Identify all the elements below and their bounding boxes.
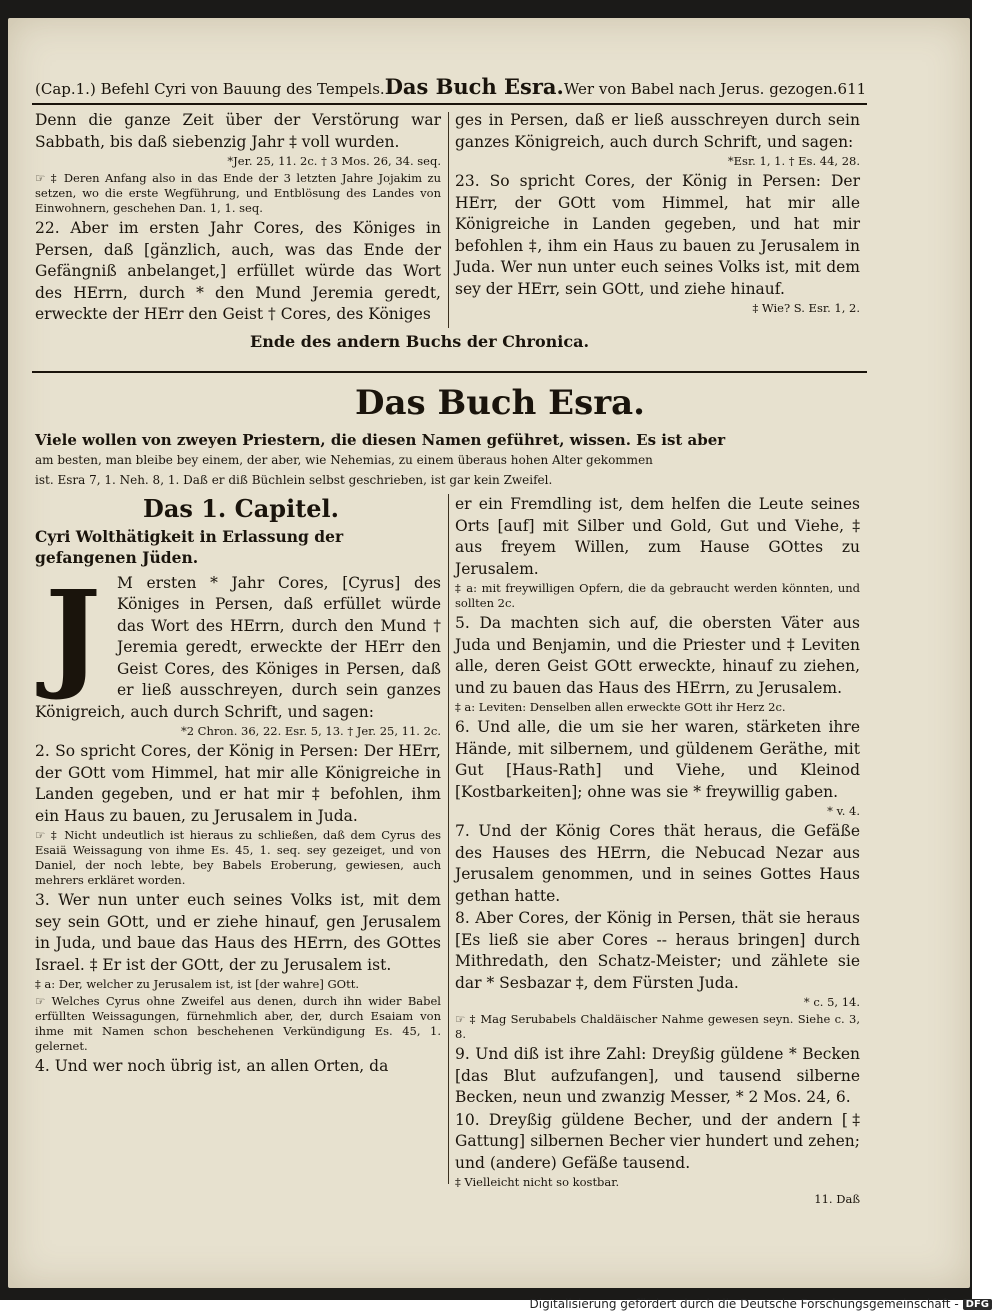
- verse-3: 3. Wer nun unter euch seines Volks ist, mit dem sey sein GOtt, und er ziehe hinauf, gen Jerusalem in Juda, und baue das Haus des HErrn, des GOttes Israel. ‡ Er ist der GOtt, der zu Jerusalem ist.: [35, 891, 441, 974]
- prev-verse-23-ref: ‡ Wie? S. Esr. 1, 2.: [752, 301, 860, 315]
- prev-verse-21-note: ☞ ‡ Deren Anfang also in das Ende der 3 letzten Jahre Jojakim zu setzen, wo die erste Wegführung, und Entblösung des Landes von Einwohnern, geschehen Dan. 1, 1. seq.: [35, 171, 441, 215]
- chapter-column-right: [455, 494, 860, 1209]
- verse-8-note: ☞ ‡ Mag Serubabels Chaldäischer Nahme gewesen seyn. Siehe c. 3, 8.: [455, 1012, 860, 1041]
- verse-3-note-a: ‡ a: Der, welcher zu Jerusalem ist, ist [der wahre] GOtt.: [35, 977, 359, 991]
- verse-4-cont: er ein Fremdling ist, dem helfen die Leute seines Orts [auf] mit Silber und Gold, Gut und Viehe, ‡ aus freyem Willen, zum Hause GOttes zu Jerusalem.: [455, 495, 860, 578]
- verse-5-note: ‡ a: Leviten: Denselben allen erweckte GOtt ihr Herz 2c.: [455, 700, 786, 714]
- verse-4: 4. Und wer noch übrig ist, an allen Orten, da: [35, 1057, 389, 1075]
- chapter-summary: Cyri Wolthätigkeit in Erlassung der gefangenen Jüden.: [35, 526, 344, 567]
- prev-verse-21: Denn die ganze Zeit über der Verstörung war Sabbath, bis daß siebenzig Jahr ‡ voll wurden.: [35, 111, 441, 151]
- verse-10-note: ‡ Vielleicht nicht so kostbar.: [455, 1175, 620, 1189]
- prev-verse-21-ref: *Jer. 25, 11. 2c. † 3 Mos. 26, 34. seq.: [227, 154, 441, 168]
- verse-3-note-b: ☞ Welches Cyrus ohne Zweifel aus denen, durch ihn wider Babel erfüllten Weissagungen, fürnehmlich aber, der, durch Esaiam von ihme mit Namen schon beschehenen Verkündigung Es. 45, 1. gelernet.: [35, 994, 441, 1053]
- end-of-chronicles: Ende des andern Buchs der Chronica.: [250, 332, 590, 351]
- header-title: Das Buch Esra.: [384, 74, 564, 99]
- intro-line-2: am besten, man bleibe bey einem, der aber, wie Nehemias, zu einem überaus hohen Alter gekommen: [35, 453, 653, 467]
- verse-2-note: ☞ ‡ Nicht undeutlich ist hieraus zu schließen, daß dem Cyrus des Esaiä Weissagung von ihme Es. 45, 1. seq. sey gezeiget, und von Daniel, der noch lebte, bey Babels Eroberung, gewiesen, auch mehrers erkläret worden.: [35, 828, 441, 887]
- chapter-title: Das 1. Capitel.: [143, 494, 340, 523]
- prev-verse-22: 22. Aber im ersten Jahr Cores, des Königes in Persen, daß [gänzlich, auch, was das Ende der Gefängniß anbelanget,] erfüllet würde das Wort des HErrn, durch * den Mund Jeremia geredt, erweckte der HErr den Geist † Cores, des Königes: [35, 219, 441, 323]
- verse-6-ref: * v. 4.: [827, 804, 860, 818]
- verse-5: 5. Da machten sich auf, die obersten Väter aus Juda und Benjamin, und die Priester und ‡ Leviten alle, deren Geist GOtt erweckte, hinauf zu ziehen, und zu bauen das Haus des HErrn, zu Jerusalem.: [455, 614, 860, 697]
- intro-line-1: Viele wollen von zweyen Priestern, die diesen Namen geführet, wissen. Es ist aber: [35, 431, 726, 449]
- drop-capital: J: [45, 563, 101, 703]
- verse-4-note: ‡ a: mit freywilligen Opfern, die da gebraucht werden könnten, und sollten 2c.: [455, 581, 860, 610]
- verse-7: 7. Und der König Cores thät heraus, die Gefäße des Hauses des HErrn, die Nebucad Nezar aus Jerusalem genommen, und in seines Gottes Haus gethan hatte.: [455, 822, 860, 905]
- prev-column-left: [35, 110, 441, 327]
- book-introduction: [35, 430, 865, 490]
- section-rule: [32, 371, 867, 373]
- verse-10: 10. Dreyßig güldene Becher, und der andern [‡ Gattung] silbernen Becher vier hundert und zehen; und (andere) Gefäße tausend.: [455, 1110, 860, 1172]
- verse-8: 8. Aber Cores, der König in Persen, thät sie heraus [Es ließ sie aber Cores -- heraus bringen] durch Mithredath, den Schatz-Meister; und zählete sie dar * Sesbazar ‡, dem Fürsten Juda.: [455, 909, 860, 992]
- verse-6: 6. Und alle, die um sie her waren, stärketen ihre Hände, mit silbernem, und güldenem Geräthe, mit Gut [Haus-Rath] und Viehe, und Kleinod [Kostbarkeiten]; ohne was sie * freywillig gaben.: [455, 718, 860, 801]
- header-rule: [32, 103, 867, 105]
- prev-verse-23: 23. So spricht Cores, der König in Persen: Der HErr, der GOtt vom Himmel, hat mir alle Königreiche in Landen gegeben, und hat mir befohlen ‡, ihm ein Haus zu bauen zu Jerusalem in Juda. Wer nun unter euch seines Volks ist, mit dem sey der HErr, sein GOtt, und ziehe hinauf.: [455, 172, 860, 298]
- running-header: [35, 74, 865, 99]
- footer-text: Digitalisierung gefördert durch die Deutsche Forschungsgemeinschaft -: [529, 1297, 959, 1311]
- verse-2: 2. So spricht Cores, der König in Persen: Der HErr, der GOtt vom Himmel, hat mir alle Königreiche in Landen gegeben, und er hat mir ‡ befohlen, ihm ein Haus zu bauen, zu Jerusalem in Juda.: [35, 742, 441, 825]
- book-title: Das Buch Esra.: [354, 383, 646, 423]
- header-left: (Cap.1.) Befehl Cyri von Bauung des Tempels.: [35, 80, 385, 98]
- column-divider-top: [448, 112, 449, 328]
- chapter-column-left: [35, 494, 441, 1079]
- prev-verse-22-ref: *Esr. 1, 1. † Es. 44, 28.: [727, 154, 860, 168]
- verse-8-ref: * c. 5, 14.: [803, 995, 860, 1009]
- verse-9: 9. Und diß ist ihre Zahl: Dreyßig güldene * Becken [das Blut aufzufangen], und tausend silberne Becken, neun und zwanzig Messer, * 2 Mos. 24, 6.: [455, 1045, 860, 1106]
- catchword: 11. Daß: [814, 1192, 860, 1206]
- digitization-footer: [530, 1297, 993, 1311]
- page-number: 611: [837, 80, 867, 98]
- prev-column-right: [455, 110, 860, 318]
- dfg-logo: DFG: [963, 1299, 992, 1310]
- prev-verse-22-cont: ges in Persen, daß er ließ ausschreyen durch sein ganzes Königreich, auch durch Schrift, und sagen:: [455, 111, 860, 151]
- verse-1: M ersten * Jahr Cores, [Cyrus] des Königes in Persen, daß erfüllet würde das Wort des HErrn, durch den Mund † Jeremia geredt, erweckte der HErr den Geist Cores, des Königes in Persen, daß er ließ ausschreyen, durch sein ganzes Königreich, auch durch Schrift, und sagen:: [35, 573, 441, 721]
- verse-1-ref: *2 Chron. 36, 22. Esr. 5, 13. † Jer. 25, 11. 2c.: [180, 724, 441, 738]
- intro-line-3: ist. Esra 7, 1. Neh. 8, 1. Daß er diß Büchlein selbst geschrieben, ist gar kein Zweifel.: [35, 473, 553, 487]
- header-right: Wer von Babel nach Jerus. gezogen.: [563, 80, 838, 98]
- column-divider: [448, 494, 449, 1184]
